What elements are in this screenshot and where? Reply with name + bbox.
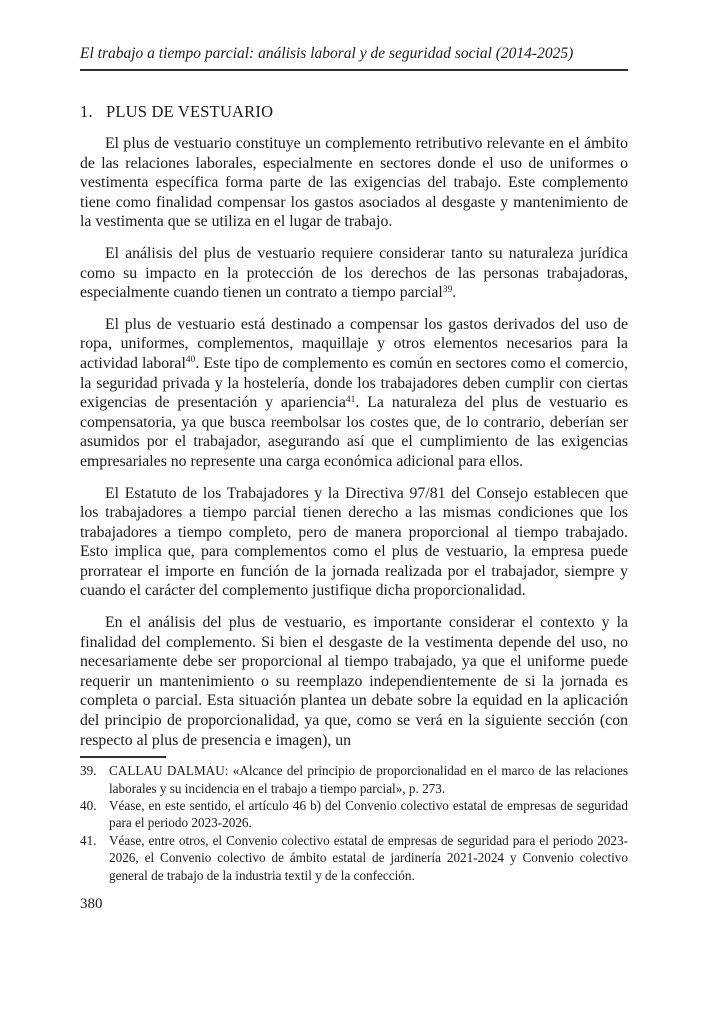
footnote-number: 40. [80,798,97,814]
page-footer [80,895,628,914]
paragraph-2: El análisis del plus de vestuario requiere considerar tanto su naturaleza jurídica como su impacto en la protección de los derechos de las personas trabajadoras, especialmente cuando tienen un contrato a tiempo parcial$^{39}$. [80,244,628,302]
footnote-marker: 39 [442,284,453,295]
footnote-marker: 41 [345,394,356,405]
page-number: 380 [80,896,103,913]
paragraph-1: El plus de vestuario constituye un complemento retributivo relevante en el ámbito de las relaciones laborales, especialmente en sectores donde el uso de uniformes o vestimenta específica forma parte de las exigencias del trabajo. Este complemento tiene como finalidad compensar los gastos asociados al desgaste y mantenimiento de la vestimenta que se utiliza en el lugar de trabajo. [80,135,628,231]
footnote-item-39 [80,762,628,797]
running-header-title: El trabajo a tiempo parcial: análisis laboral y de seguridad social (2014-2025) [80,45,574,62]
footnote-item-40 [80,797,628,832]
paragraph-5: En el análisis del plus de vestuario, es importante considerar el contexto y la finalidad del complemento. Si bien el desgaste de la vestimenta depende del uso, no necesariamente debe ser proporcional al tiempo trabajado, ya que el uniforme puede requerir un mantenimiento o su reemplazo independientemente de si la jornada es completa o parcial. Esta situación plantea un debate sobre la equidad en la aplicación del principio de proporcionalidad, ya que, como se verá en la siguiente sección (con respecto al plus de presencia e imagen), un [80,614,628,749]
footnote-number: 39. [80,763,97,779]
footnote-number: 41. [80,832,97,848]
running-header [80,44,628,71]
footnote-text: CALLAU DALMAU: «Alcance del principio de proporcionalidad en el marco de las relaciones laborales y su incidencia en el trabajo a tiempo parcial», p. 273. [109,763,628,796]
footnote-text: Véase, entre otros, el Convenio colectivo estatal de empresas de seguridad para el periodo 2023-2026, el Convenio colectivo de ámbito estatal de jardinería 2021-2024 y Convenio colectivo general de trabajo de la industria textil y de la confección. [109,832,628,883]
footnote-text: Véase, en este sentido, el artículo 46 b) del Convenio colectivo estatal de empresas de seguridad para el periodo 2023-2026. [109,798,628,831]
footnote-marker: 40 [185,355,196,366]
footnotes [80,762,628,884]
section-heading [80,102,628,122]
section-title: PLUS DE VESTUARIO [106,102,274,121]
footnote-separator [80,756,166,758]
footnote-item-41 [80,832,628,884]
body-text [80,134,628,750]
paragraph-4: El Estatuto de los Trabajadores y la Directiva 97/81 del Consejo establecen que los trabajadores a tiempo parcial tienen derecho a las mismas condiciones que los trabajadores a tiempo completo, pero de manera proporcional al tiempo trabajado. Esto implica que, para complementos como el plus de vestuario, la empresa puede prorratear el importe en función de la jornada realizada por el trabajador, siempre y cuando el carácter del complemento justifique dicha proporcionalidad. [80,484,628,600]
paragraph-3: El plus de vestuario está destinado a compensar los gastos derivados del uso de ropa, uniformes, complementos, maquillaje y otros elementos necesarios para la actividad laboral$^{40}$. Este tipo de complemento es común en sectores como el comercio, la seguridad privada y la hostelería, donde los trabajadores deben cumplir con ciertas exigencias de presentación y apariencia$^{41}$. La naturaleza del plus de vestuario es compensatoria, ya que busca reembolsar los costes que, de lo contrario, deberían ser asumidos por el trabajador, asegurando así que el cumplimiento de las exigencias empresariales no represente una carga económica adicional para ellos. [80,315,628,470]
section-number: 1. [80,102,93,121]
